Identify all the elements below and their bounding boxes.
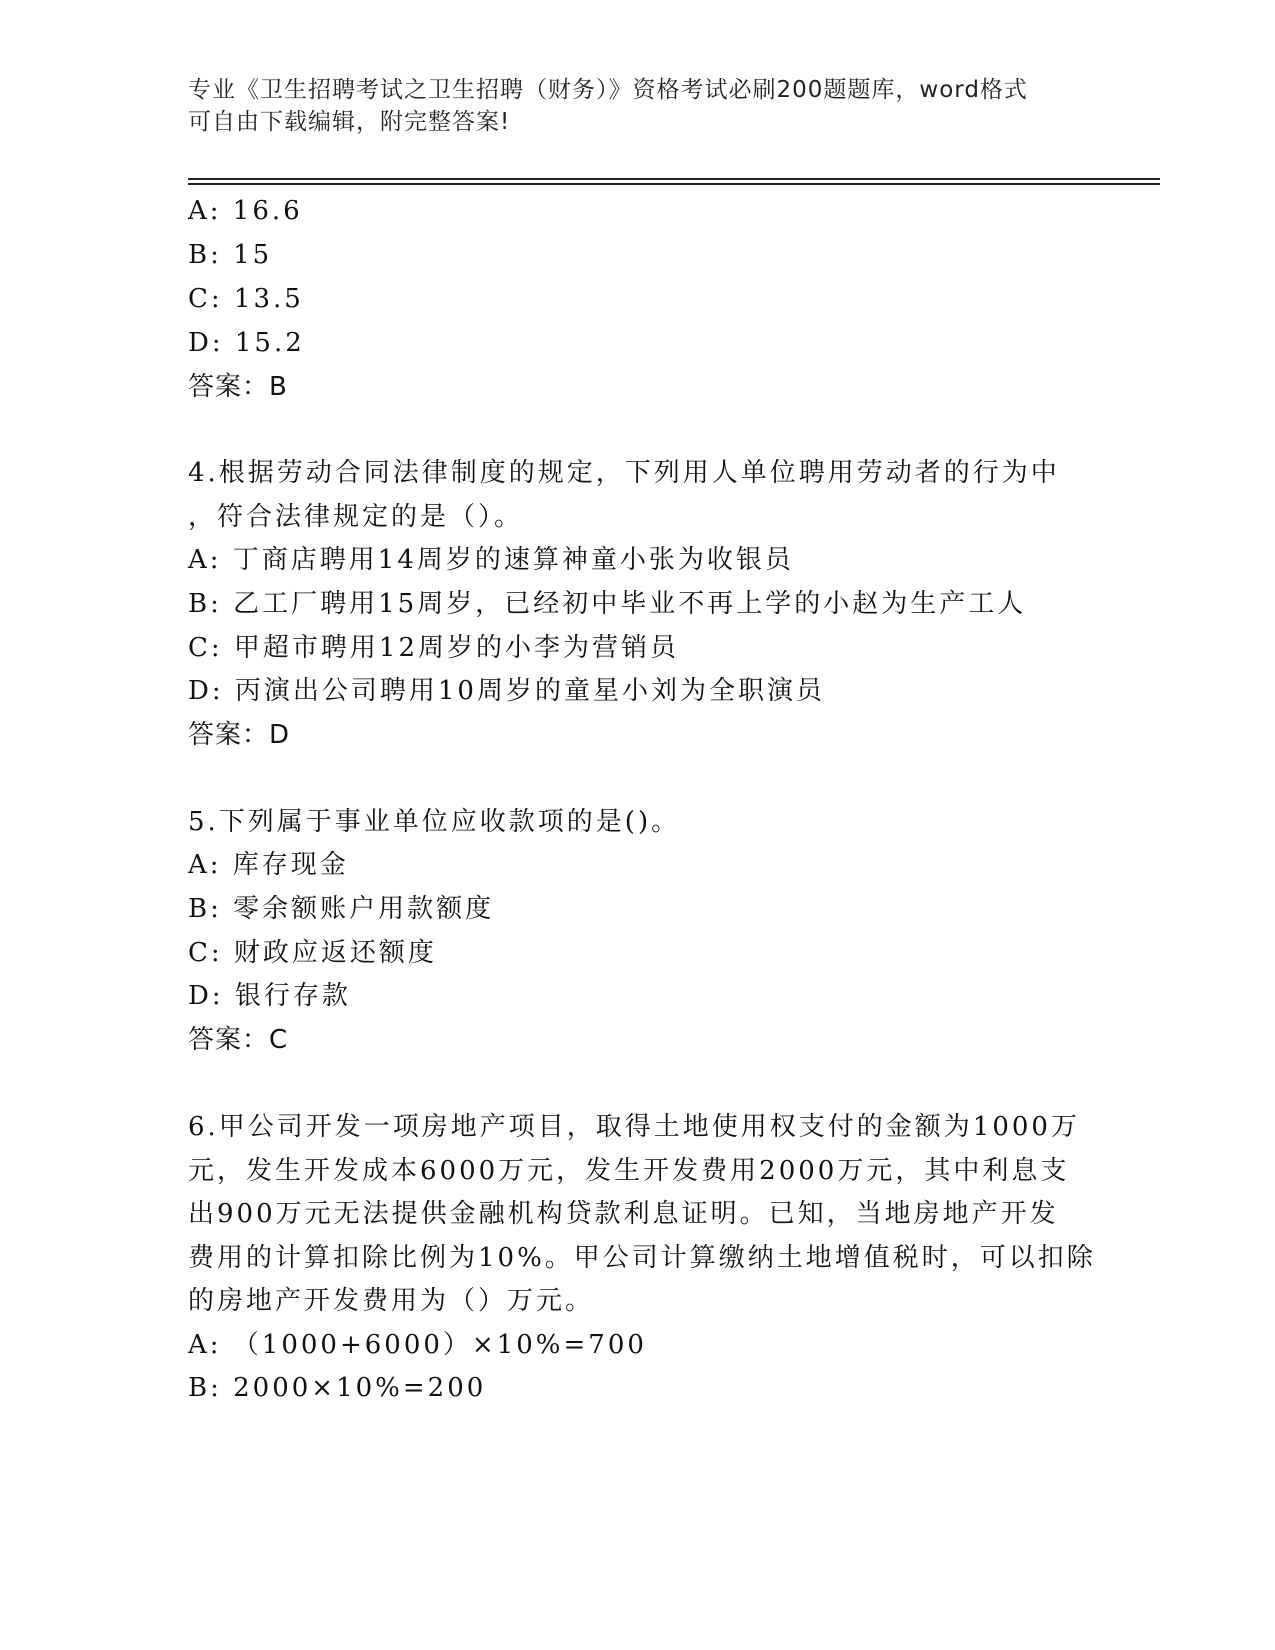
header-line-1: 专业《卫生招聘考试之卫生招聘（财务）》资格考试必刷200题题库，word格式 [188, 77, 1028, 103]
q4-option-a: A: 丁商店聘用14周岁的速算神童小张为收银员 [188, 545, 794, 575]
q4-answer: 答案：D [188, 720, 291, 750]
q6-stem-line-5: 的房地产开发费用为（）万元。 [188, 1286, 595, 1316]
q4-option-b: B: 乙工厂聘用15周岁，已经初中毕业不再上学的小赵为生产工人 [188, 589, 1027, 619]
q6-option-b: B: 2000×10%=200 [188, 1373, 487, 1403]
q4-option-c: C: 甲超市聘用12周岁的小李为营销员 [188, 633, 680, 663]
q4-stem-line-1: 4.根据劳动合同法律制度的规定，下列用人单位聘用劳动者的行为中 [188, 458, 1060, 488]
header-line-2: 可自由下载编辑，附完整答案! [188, 109, 511, 135]
q5-stem: 5.下列属于事业单位应收款项的是()。 [188, 807, 681, 837]
q4-stem-line-2: ，符合法律规定的是（）。 [188, 502, 524, 532]
q6-stem-line-3: 出900万元无法提供金融机构贷款利息证明。已知，当地房地产开发 [188, 1199, 1059, 1229]
q6-stem-line-2: 元，发生开发成本6000万元，发生开发费用2000万元，其中利息支 [188, 1156, 1070, 1186]
q6-stem-line-1: 6.甲公司开发一项房地产项目，取得土地使用权支付的金额为1000万 [188, 1112, 1080, 1142]
q4-option-d: D: 丙演出公司聘用10周岁的童星小刘为全职演员 [188, 676, 825, 706]
q3-answer: 答案：B [188, 372, 288, 402]
q5-option-a: A: 库存现金 [188, 850, 349, 880]
q3-option-a: A: 16.6 [188, 196, 303, 226]
q5-option-c: C: 财政应返还额度 [188, 938, 437, 968]
q5-answer: 答案：C [188, 1025, 289, 1055]
q3-option-c: C: 13.5 [188, 284, 304, 314]
q6-option-a: A: （1000+6000）×10%=700 [188, 1330, 647, 1360]
q5-option-b: B: 零余额账户用款额度 [188, 894, 495, 924]
q6-stem-line-4: 费用的计算扣除比例为10%。甲公司计算缴纳土地增值税时，可以扣除 [188, 1243, 1096, 1273]
q5-option-d: D: 银行存款 [188, 981, 351, 1011]
q3-option-d: D: 15.2 [188, 328, 305, 358]
header-divider-top [188, 178, 1160, 180]
q3-option-b: B: 15 [188, 240, 273, 270]
header-divider-bottom [188, 183, 1160, 185]
document-header [188, 74, 1068, 138]
